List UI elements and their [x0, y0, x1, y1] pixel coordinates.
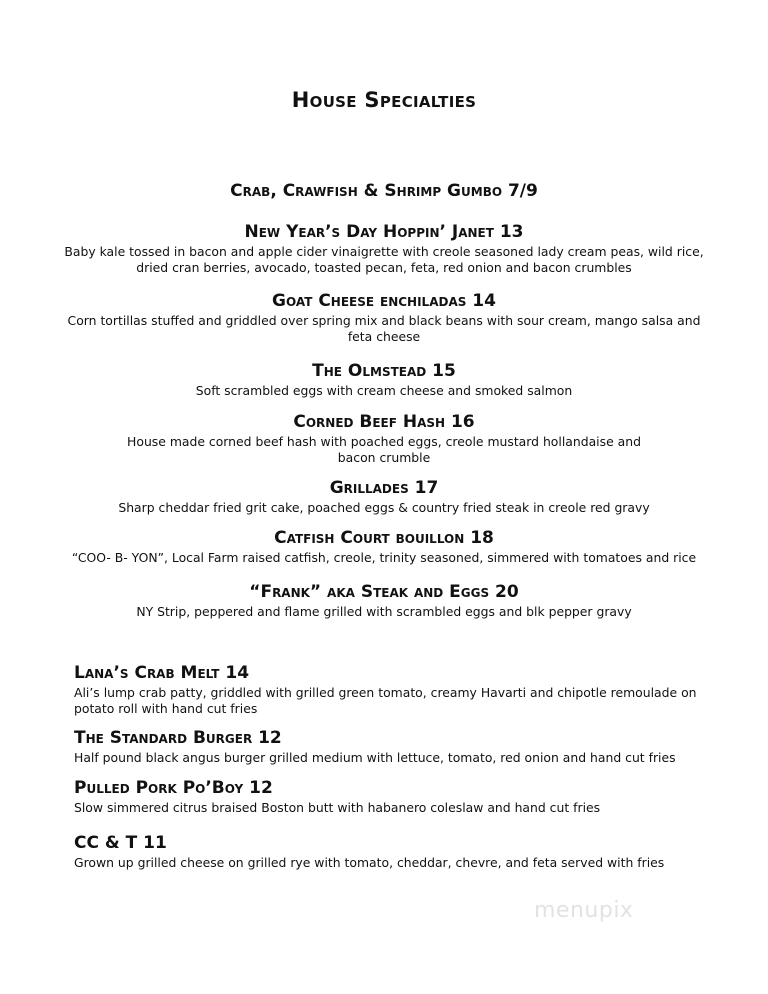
menu-item-title: The Olmstead 15: [312, 361, 456, 381]
menu-item-description: Ali’s lump crab patty, griddled with grilled green tomato, creamy Havarti and chipotle remoulade on potato roll with hand cut fries: [74, 685, 697, 716]
menu-item-catfish-court-bouillon: [40, 527, 728, 566]
menu-item-title: CC & T 11: [74, 833, 167, 853]
menu-item-gumbo: [60, 180, 708, 202]
menu-item-title: Corned Beef Hash 16: [293, 412, 475, 432]
menu-item-title: Lana’s Crab Melt 14: [74, 663, 250, 683]
menu-item-description: Corn tortillas stuffed and griddled over spring mix and black beans with sour cream, mango salsa and feta cheese: [67, 313, 701, 344]
menu-item-crab-melt: [74, 662, 714, 717]
menu-item-title: The Standard Burger 12: [74, 728, 282, 748]
menu-item-description: Grown up grilled cheese on grilled rye with tomato, cheddar, chevre, and feta served with fries: [74, 855, 665, 870]
menupix-watermark: menupix: [534, 898, 634, 923]
menu-item-description: Soft scrambled eggs with cream cheese and smoked salmon: [195, 383, 573, 398]
menu-item-description: “COO- B- YON”, Local Farm raised catfish, creole, trinity seasoned, simmered with tomatoes and rice: [71, 550, 697, 565]
menu-item-description: Slow simmered citrus braised Boston butt with habanero coleslaw and hand cut fries: [74, 800, 601, 815]
menu-item-description: House made corned beef hash with poached eggs, creole mustard hollandaise and bacon crumble: [127, 434, 641, 465]
menu-item-hoppin-janet: [60, 221, 708, 276]
menu-item-steak-and-eggs: [60, 581, 708, 620]
menu-item-description: Half pound black angus burger grilled medium with lettuce, tomato, red onion and hand cut fries: [74, 750, 676, 765]
menu-item-title: Goat Cheese enchiladas 14: [272, 291, 496, 311]
menu-item-standard-burger: [74, 727, 714, 766]
menu-item-cc-and-t: [74, 832, 714, 871]
menu-item-pulled-pork-poboy: [74, 777, 714, 816]
menu-item-grillades: [60, 477, 708, 516]
menu-item-description: NY Strip, peppered and flame grilled with scrambled eggs and blk pepper gravy: [136, 604, 632, 619]
menu-item-corned-beef-hash: [110, 411, 658, 466]
menu-item-title: Crab, Crawfish & Shrimp Gumbo 7/9: [230, 181, 538, 201]
menu-item-description: Baby kale tossed in bacon and apple cider vinaigrette with creole seasoned lady cream peas, wild rice, dried cran berries, avocado, toasted pecan, feta, red onion and bacon crumbles: [64, 244, 704, 275]
menu-item-description: Sharp cheddar fried grit cake, poached eggs & country fried steak in creole red gravy: [118, 500, 650, 515]
menu-item-title: “Frank” aka Steak and Eggs 20: [249, 582, 519, 602]
menu-item-title: Pulled Pork Po’Boy 12: [74, 778, 273, 798]
menu-item-olmstead: [60, 360, 708, 399]
menu-item-goat-cheese-enchiladas: [60, 290, 708, 345]
menu-item-title: Grillades 17: [329, 478, 439, 498]
menu-item-title: New Year’s Day Hoppin’ Janet 13: [244, 222, 524, 242]
page-title: House Specialties: [291, 88, 477, 112]
menu-item-title: Catfish Court bouillon 18: [274, 528, 494, 548]
